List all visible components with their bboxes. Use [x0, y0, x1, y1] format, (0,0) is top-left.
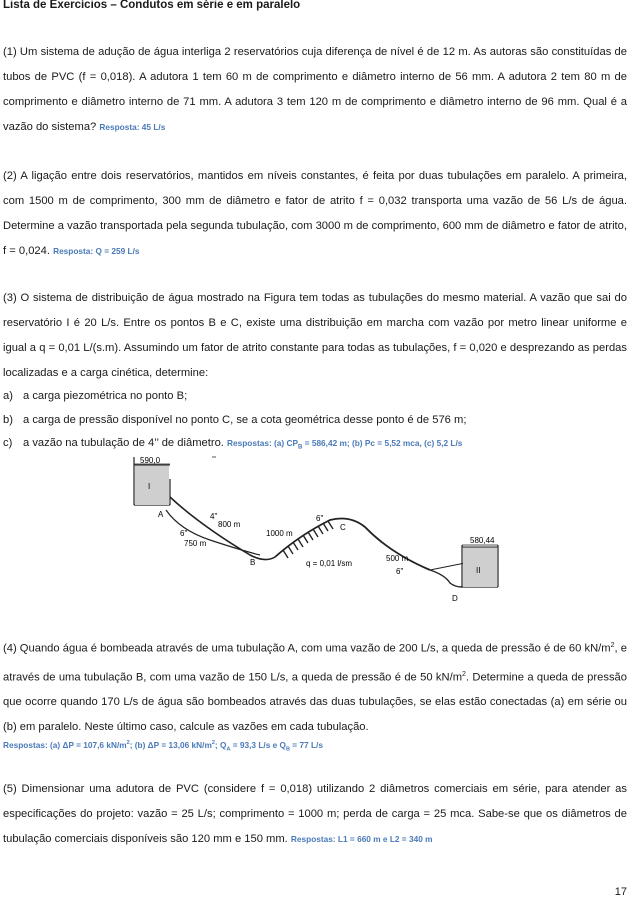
question-1-answer: Resposta: 45 L/s	[99, 122, 166, 132]
question-3-text: (3) O sistema de distribuição de água mostrado na Figura tem todas as tubulações do mesmo material. A vazão que sai do reservatório I é 20 L/s. Entre os pontos B e C, existe uma distribuição em marcha com vazão por metro linear uniforme e igual a q = 0,01 L/(s.m). Assumindo um fator de atrito constante para todas as tubulações, f = 0,020 e desprezando as perdas localizadas e a carga cinética, determine:	[3, 292, 627, 379]
page-title: Lista de Exercícios – Condutos em série e em paralelo	[3, 0, 301, 11]
question-1-text: (1) Um sistema de adução de água interliga 2 reservatórios cuja diferença de nível é de 12 m. As autoras são constituídas de tubos de PVC (f = 0,018). A adutora 1 tem 60 m de comprimento e diâmetro interno de 56 mm. A adutora 2 tem 80 m de comprimento e diâmetro interno de 71 mm. A adutora 3 tem 120 m de comprimento e diâmetro interno de 96 mm. Qual é a vazão do sistema?	[3, 46, 627, 133]
label-distribution-rate: q = 0,01 l/sm	[306, 559, 353, 568]
question-4: (4) Quando água é bombeada através de uma tubulação A, com uma vazão de 200 L/s, a queda de pressão é de 60 $kN/m^2$, e através de uma tubulação B, com uma vazão de 150 L/s, a queda de pressão é de 50 $kN/m^2$. Determine a queda de pressão que ocorre quando 170 L/s de água são bombeados através das duas tubulações, se elas estão conectadas (a) em série ou (b) em paralelo. Neste último caso, calcule as vazões em cada tubulação.	[3, 642, 627, 734]
question-3-answer: Respostas: (a) $CP_B = 586,42$ m; (b) Pc = 5,52 mca, (c) 5,2 L/s	[227, 438, 463, 451]
label-length-750: 750 m	[184, 539, 207, 548]
question-3-item-c: c) a vazão na tubulação de 4’’ de diâmetro. Respostas: (a) $CP_B = 586,42$ m; (b) Pc = 5,52 mca, (c) 5,2 L/s	[3, 437, 463, 451]
label-point-A: A	[158, 510, 164, 519]
question-1	[3, 40, 627, 140]
label-point-B: B	[250, 558, 256, 567]
question-2-answer: Resposta: Q = 259 L/s	[53, 246, 140, 256]
distribution-hatch	[283, 521, 333, 558]
label-pipe-4in: 4"	[210, 512, 218, 521]
question-3	[3, 286, 627, 386]
pipe-system-figure	[100, 455, 520, 605]
label-length-800: 800 m	[218, 520, 241, 529]
question-5-answer: Respostas: L1 = 660 m e L2 = 340 m	[290, 834, 433, 844]
question-3-item-b: b) a carga de pressão disponível no ponto C, se a cota geométrica desse ponto é de 576 m;	[3, 414, 467, 426]
label-pipe-6in-b: 6"	[316, 514, 324, 523]
label-reservoir-II: II	[476, 566, 481, 575]
question-5-text: (5) Dimensionar uma adutora de PVC (considere f = 0,018) utilizando 2 diâmetros comerciais em série, para atender as especificações do projeto: vazão = 25 L/s; comprimento = 1000 m; perda de carga = 25 mca. Sabe-se que os diâmetros de tubulação comerciais disponíveis são 120 mm e 150 mm.	[3, 783, 627, 845]
question-3-item-a: a) a carga piezométrica no ponto B;	[3, 390, 188, 402]
label-length-500: 500 m	[386, 554, 409, 563]
page-number: 17	[614, 886, 627, 898]
question-2-text: (2) A ligação entre dois reservatórios, mantidos em níveis constantes, é feita por duas tubulações em paralelo. A primeira, com 1500 m de comprimento, 300 mm de diâmetro e fator de atrito f = 0,032 transporta uma vazão de 56 L/s de água. Determine a vazão transportada pela segunda tubulação, com 3000 m de comprimento, 600 mm de diâmetro e fator de atrito, f = 0,024.	[3, 170, 627, 257]
elevation-reservoir-II: 580,44	[470, 536, 495, 545]
elevation-reservoir-I: 590,0	[140, 456, 161, 465]
question-5	[3, 777, 627, 852]
label-pipe-6in-a: 6"	[180, 529, 188, 538]
label-point-D: D	[452, 594, 458, 603]
question-4-answer: Respostas: (a) ΔP = 107,6 $kN/m^2$; (b) ΔP = 13,06 $kN/m^2$; $Q_A = 93,3$ L/s e $Q_B = 77$ L/s	[3, 739, 323, 753]
label-point-C: C	[340, 523, 346, 532]
question-2	[3, 164, 627, 264]
label-reservoir-I: I	[148, 482, 151, 491]
label-pipe-6in-c: 6"	[396, 567, 404, 576]
label-length-1000: 1000 m	[266, 529, 293, 538]
